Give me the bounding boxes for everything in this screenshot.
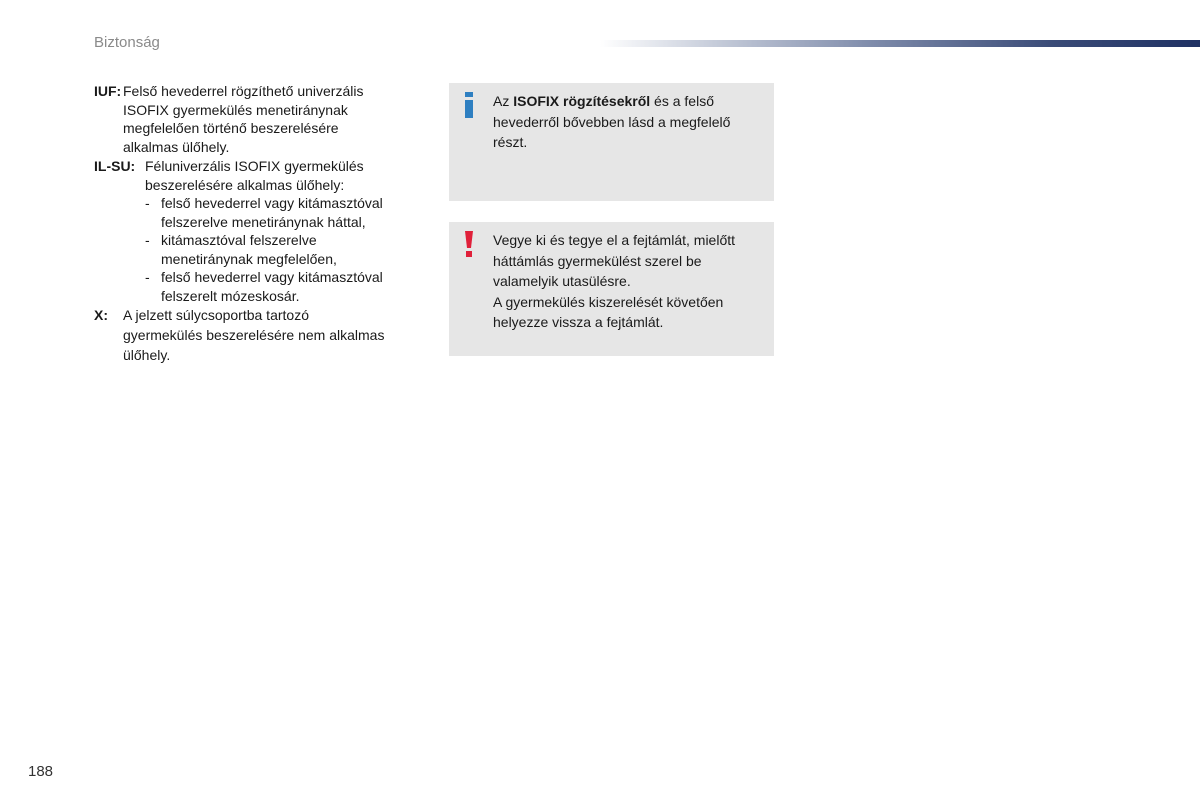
- warning-box: [449, 222, 774, 356]
- il-su-bullet-list: [94, 194, 424, 305]
- warning-line: valamelyik utasülésre.: [493, 273, 631, 289]
- term-x: X:: [94, 307, 108, 323]
- dash-icon: -: [145, 195, 150, 211]
- definition-il-su-text: [94, 157, 424, 194]
- page-number: 188: [28, 763, 54, 780]
- definition-line: A jelzett súlycsoportba tartozó: [123, 307, 309, 323]
- exclamation-icon: [463, 231, 475, 257]
- info-box: [449, 83, 774, 201]
- info-prefix: Az: [493, 93, 514, 109]
- warning-line: Vegye ki és tegye el a fejtámlát, mielőtt: [493, 232, 736, 248]
- dash-icon: -: [145, 269, 150, 285]
- warning-line: A gyermekülés kiszerelését követően: [493, 293, 724, 310]
- definition-line: gyermekülés beszerelésére nem alkalmas: [123, 326, 385, 343]
- term-iuf: IUF:: [94, 83, 122, 99]
- bullet-line: felső hevederrel vagy kitámasztóval: [161, 269, 383, 285]
- definition-line: alkalmas ülőhely.: [123, 138, 230, 155]
- info-icon: [463, 92, 475, 118]
- definitions-list: [94, 82, 424, 365]
- bullet-line: felszerelve menetiránynak háttal,: [161, 213, 366, 230]
- definition-line: Féluniverzális ISOFIX gyermekülés: [145, 158, 364, 174]
- definition-line: ISOFIX gyermekülés menetiránynak: [123, 101, 348, 118]
- definition-line: Felső hevederrel rögzíthető univerzális: [123, 83, 364, 99]
- bullet-line: felszerelt mózeskosár.: [161, 287, 300, 304]
- info-line: hevederről bővebben lásd a megfelelő: [493, 113, 731, 130]
- header-gradient-bar: [600, 40, 1200, 47]
- info-line: és a felső: [650, 93, 714, 109]
- bullet-item: [145, 231, 424, 268]
- definition-x: [94, 306, 424, 364]
- info-bold-text: ISOFIX rögzítésekről: [513, 93, 651, 109]
- term-il-su: IL-SU:: [94, 158, 136, 174]
- definition-il-su: [94, 157, 424, 305]
- bullet-item: [145, 268, 424, 305]
- section-title: Biztonság: [94, 34, 160, 51]
- info-line: részt.: [493, 134, 528, 150]
- warning-line: háttámlás gyermekülést szerel be: [493, 252, 702, 269]
- warning-line: helyezze vissza a fejtámlát.: [493, 314, 664, 330]
- bullet-line: menetiránynak megfelelően,: [161, 250, 337, 267]
- info-box-text: [493, 91, 768, 153]
- dash-icon: -: [145, 232, 150, 248]
- bullet-line: felső hevederrel vagy kitámasztóval: [161, 195, 383, 211]
- definition-iuf: [94, 82, 424, 156]
- definition-iuf-text: [94, 82, 424, 156]
- bullet-item: [145, 194, 424, 231]
- warning-box-text: [493, 230, 768, 333]
- bullet-line: kitámasztóval felszerelve: [161, 232, 317, 248]
- definition-line: beszerelésére alkalmas ülőhely:: [145, 176, 345, 193]
- definition-line: megfelelően történő beszerelésére: [123, 120, 339, 136]
- definition-line: ülőhely.: [123, 346, 171, 363]
- definition-x-text: [94, 306, 424, 364]
